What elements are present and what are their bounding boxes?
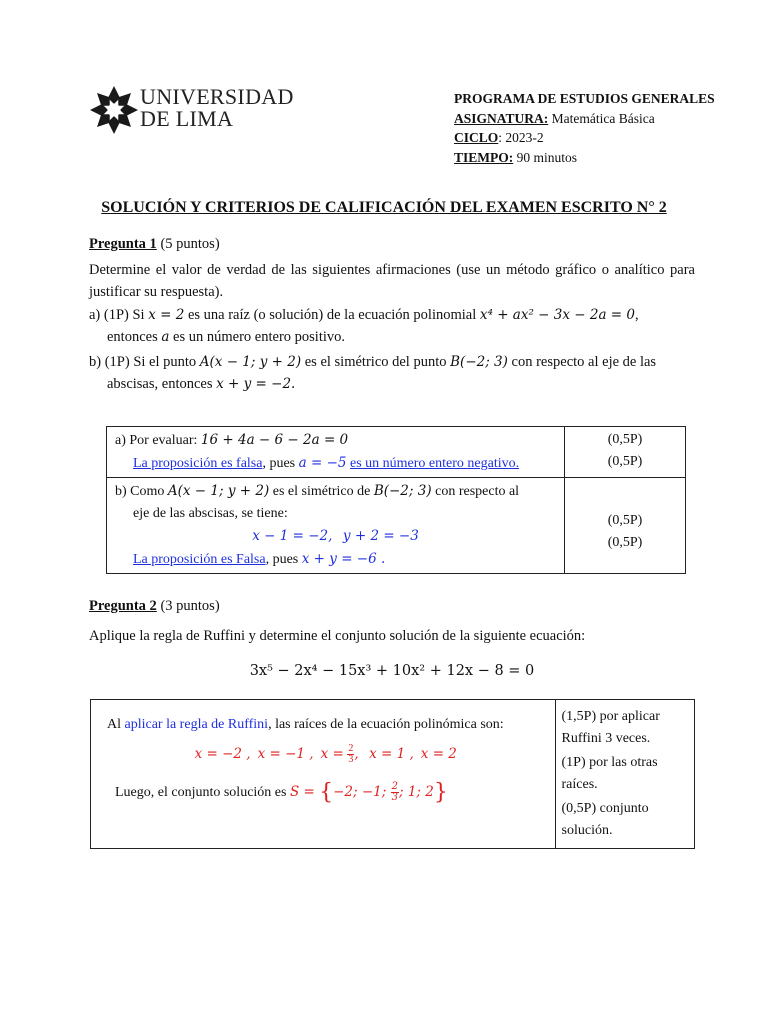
statement-a-end: , (634, 307, 639, 323)
solution-set-close-brace: } (433, 780, 448, 805)
solution-set-open-brace: { (319, 780, 334, 805)
solution-b-label: b) Como (115, 484, 165, 499)
solution-a-math: 16 + 4a − 6 − 2a = 0 (200, 432, 349, 448)
root-2: x = −1 , (257, 746, 314, 762)
university-name (140, 86, 294, 130)
ruffini-line1-link: aplicar la regla de Ruffini (124, 717, 269, 732)
course-info (454, 89, 715, 167)
statement-a-line2-pre: entonces (107, 329, 158, 345)
university-logo (88, 84, 140, 136)
solution-b-mid: es el simétrico de (272, 484, 371, 499)
solution-set (289, 780, 448, 805)
root-3-denominator: 3 (348, 754, 354, 766)
university-name-line1: UNIVERSIDAD (140, 84, 294, 109)
table-row (91, 700, 695, 849)
criterion-2: (1P) por las otras raíces. (561, 755, 658, 792)
root-3-numerator: 2 (348, 743, 354, 755)
statement-a-line2-post: es un número entero positivo. (173, 329, 346, 345)
statement-a (89, 304, 699, 348)
solution-a-result-math: a = −5 (298, 455, 347, 471)
solution-a-label: a) Por evaluar: (115, 433, 198, 448)
question2-equation: 3x⁵ − 2x⁴ − 15x³ + 10x² + 12x − 8 = 0 (249, 663, 535, 679)
subject-label: ASIGNATURA: (454, 110, 549, 126)
criterion-1: (1,5P) por aplicar Ruffini 3 veces. (561, 709, 660, 746)
solution-a-result-end: es un número entero negativo. (349, 456, 520, 471)
question2-points: (3 puntos) (160, 598, 220, 614)
statement-b-pre: (1P) Si el punto (104, 354, 197, 370)
statement-a-pre: (1P) Si (103, 307, 145, 323)
time-value: 90 minutos (516, 149, 578, 165)
solution-b-line2: eje de las abscisas, se tiene: (133, 506, 288, 521)
question1-title: Pregunta 1 (89, 236, 157, 252)
solution-b-points (565, 478, 686, 574)
solution-b-post: con respecto al (435, 484, 520, 499)
program-name: PROGRAMA DE ESTUDIOS GENERALES (454, 91, 715, 106)
statement-b-label: b) (89, 354, 102, 370)
ruffini-criteria-cell (555, 700, 694, 849)
question1-solution-table (106, 426, 686, 574)
question2-title: Pregunta 2 (89, 598, 157, 614)
question2-heading (89, 598, 220, 615)
statement-b-line2-pre: abscisas, entonces (107, 376, 213, 392)
time-label: TIEMPO: (454, 149, 514, 165)
statement-b-line2-math: x + y = −2. (216, 376, 296, 392)
cycle-label: CICLO (454, 130, 499, 145)
question2-statement: Aplique la regla de Ruffini y determine el conjunto solución de la siguiente ecuación: (89, 628, 586, 644)
university-name-line2: DE LIMA (140, 106, 234, 131)
statement-b-math2: B(−2; 3) (450, 354, 508, 370)
statement-a-mid: es una raíz (o solución) de la ecuación polinomial (187, 307, 477, 323)
subject-value: Matemática Básica (551, 110, 655, 126)
question1-statement: Determine el valor de verdad de las siguientes afirmaciones (use un método gráfico o analítico para justificar su respuesta). (89, 262, 695, 300)
solution-b-points-2: (0,5P) (607, 535, 643, 550)
solution-b-math2: B(−2; 3) (373, 483, 432, 499)
statement-b-math1: A(x − 1; y + 2) (199, 354, 302, 370)
solution-b-math1: A(x − 1; y + 2) (167, 483, 270, 499)
solution-b-result-math: x + y = −6 . (301, 551, 386, 567)
root-5: x = 2 (420, 746, 457, 762)
statement-b-mid: es el simétrico del punto (304, 354, 447, 370)
solution-set-line (107, 779, 545, 806)
solution-b-eq2: y + 2 = −3 (342, 528, 419, 544)
question1-heading (89, 236, 220, 253)
roots-line (107, 742, 545, 767)
solution-b-points-1: (0,5P) (607, 513, 643, 528)
criterion-3: (0,5P) conjunto solución. (561, 801, 649, 838)
solution-a-result: La proposición es falsa (133, 456, 263, 471)
solution-b-result: La proposición es Falsa (133, 552, 266, 567)
cycle-value: : 2023-2 (498, 130, 544, 145)
statement-a-math2: x⁴ + ax² − 3x − 2a = 0 (479, 307, 635, 323)
solution-a-result-mid: , pues (262, 456, 296, 471)
ruffini-solution-cell (91, 700, 556, 849)
question2-solution-table (90, 699, 695, 849)
question1-points: (5 puntos) (160, 236, 220, 252)
table-row (107, 478, 686, 574)
solution-a-cell (107, 427, 565, 478)
root-3-pre: x = (320, 746, 344, 762)
table-row (107, 427, 686, 478)
ruffini-line1-post: , las raíces de la ecuación polinómica son: (268, 717, 504, 732)
solution-b-eq1: x − 1 = −2, (252, 528, 333, 544)
solution-a-points-1: (0,5P) (607, 432, 643, 447)
ruffini-line1-pre: Al (107, 717, 121, 732)
solution-a-points-2: (0,5P) (607, 454, 643, 469)
statement-b (89, 351, 701, 395)
solution-set-items-a: −2; −1; (333, 784, 387, 800)
solution-b-cell (107, 478, 565, 574)
page-title: SOLUCIÓN Y CRITERIOS DE CALIFICACIÓN DEL EXAMEN ESCRITO N° 2 (101, 199, 667, 216)
solution-set-pre: Luego, el conjunto solución es (115, 785, 287, 800)
solution-a-points (565, 427, 686, 478)
root-1: x = −2 , (194, 746, 251, 762)
solution-b-result-mid: , pues (265, 552, 299, 567)
statement-a-label: a) (89, 307, 101, 323)
statement-b-post: con respecto al eje de las (511, 354, 657, 370)
solution-set-denominator: 3 (391, 792, 398, 803)
solution-set-items-b: ; 1; 2 (399, 784, 434, 800)
root-3-post: , (354, 746, 359, 762)
solution-set-fraction (391, 782, 399, 803)
solution-set-label: S = (289, 784, 315, 800)
root-4: x = 1 , (369, 746, 414, 762)
statement-a-line2-math: a (161, 329, 170, 345)
statement-a-math1: x = 2 (148, 307, 185, 323)
solution-set-numerator: 2 (391, 781, 398, 792)
